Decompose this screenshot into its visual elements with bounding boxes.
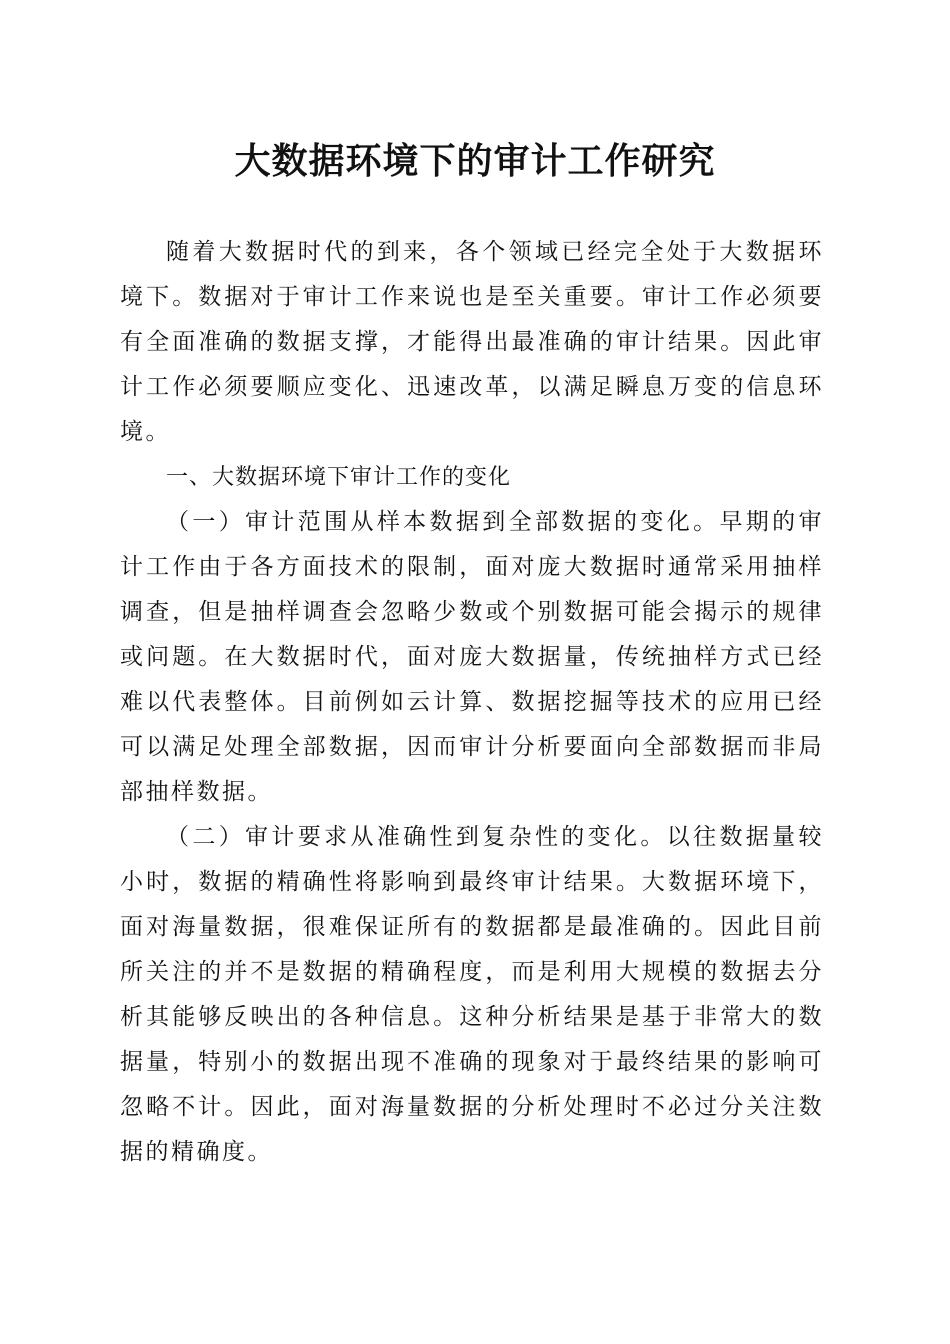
subsection-paragraph-2 [120,815,824,1175]
subsection-text-1: 早期的审计工作由于各方面技术的限制，面对庞大数据时通常采用抽样调查，但是抽样调查会忽略少数或个别数据可能会揭示的规律或问题。在大数据时代，面对庞大数据量，传统抽样方式已经难以代表整体。目前例如云计算、数据挖掘等技术的应用已经可以满足处理全部数据，因而审计分析要面向全部数据而非局部抽样数据。 [120,509,825,805]
subsection-lead-2: （二）审计要求从准确性到复杂性的变化。 [166,824,667,850]
subsection-text-2: 以往数据量较小时，数据的精确性将影响到最终审计结果。大数据环境下，面对海量数据，很难保证所有的数据都是最准确的。因此目前所关注的并不是数据的精确程度，而是利用大规模的数据去分析其能够反映出的各种信息。这种分析结果是基于非常大的数据量，特别小的数据出现不准确的现象对于最终结果的影响可忽略不计。因此，面对海量数据的分析处理时不必过分关注数据的精确度。 [120,824,825,1165]
document-body [120,230,824,1175]
document-title: 大数据环境下的审计工作研究 [234,140,716,182]
intro-paragraph: 随着大数据时代的到来，各个领域已经完全处于大数据环境下。数据对于审计工作来说也是至关重要。审计工作必须要有全面准确的数据支撑，才能得出最准确的审计结果。因此审计工作必须要顺应变化、迅速改革，以满足瞬息万变的信息环境。 [120,239,824,445]
section-heading-1: 一、大数据环境下审计工作的变化 [166,465,512,490]
subsection-paragraph-1 [120,500,824,815]
subsection-lead-1: （一）审计范围从样本数据到全部数据的变化。 [166,509,720,535]
